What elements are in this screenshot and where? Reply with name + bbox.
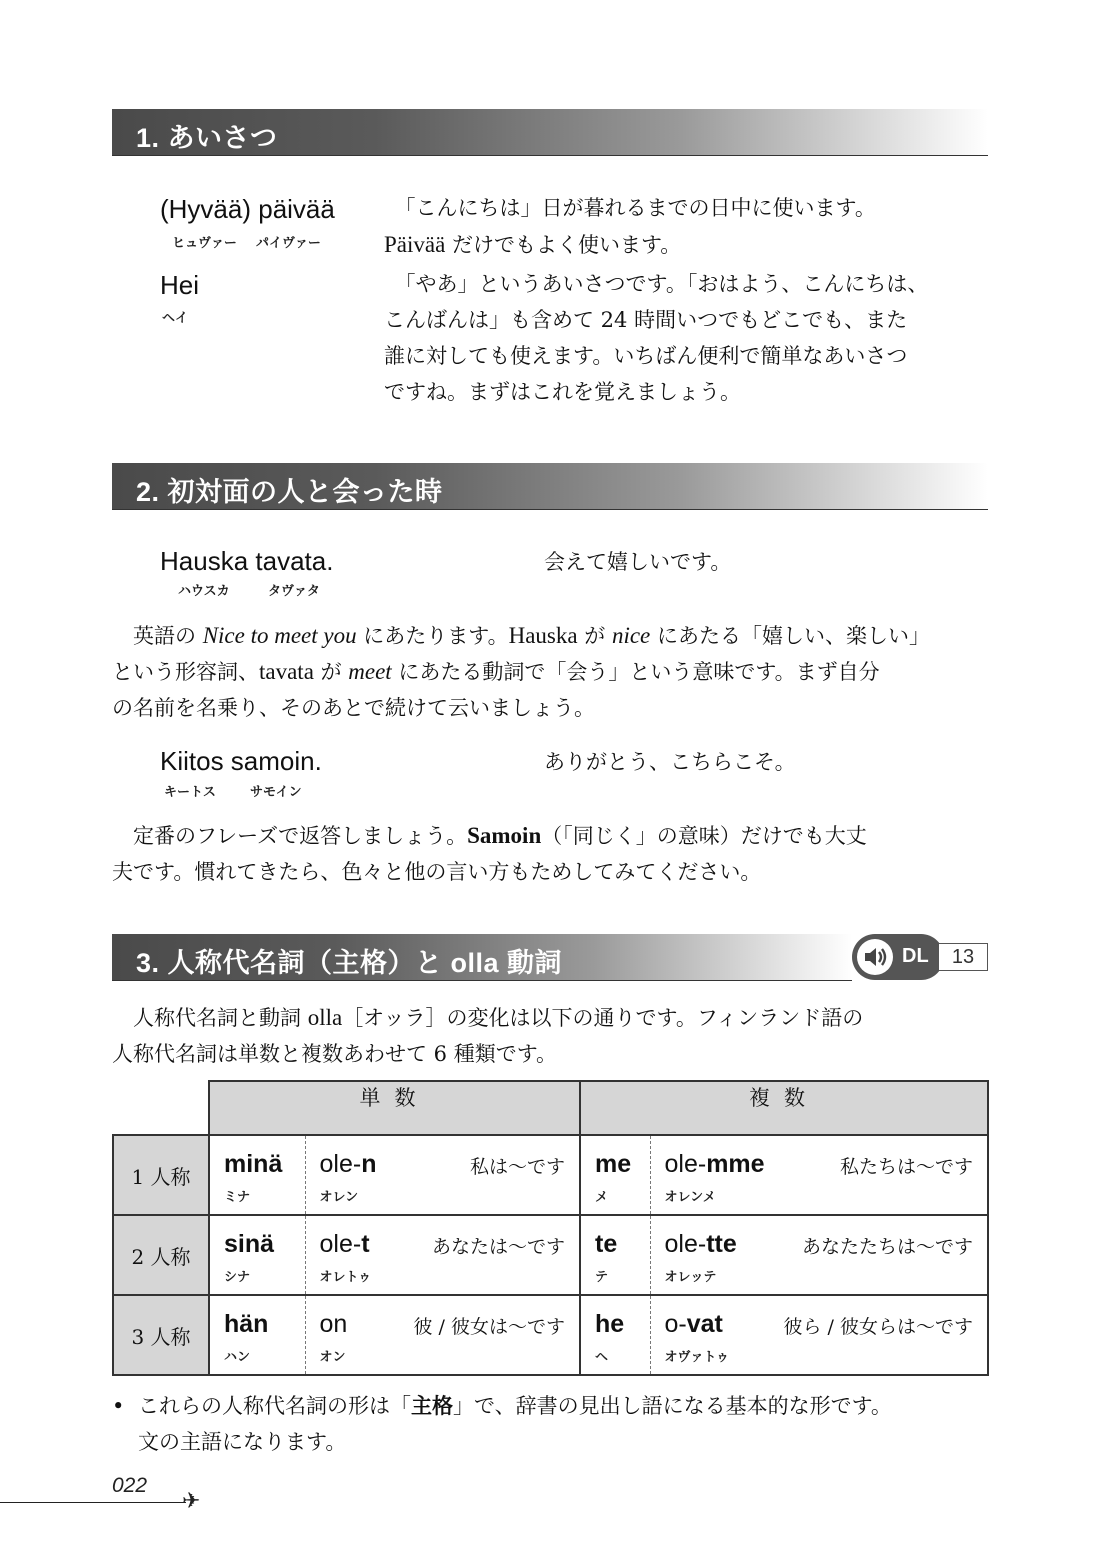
speaker-icon [857, 939, 893, 975]
ruby-paivaa: パイヴァー [256, 235, 321, 250]
note-line-2: 文の主語になります。 [138, 1430, 347, 1454]
pronoun-ruby: シナ [224, 1269, 251, 1284]
dl-label: DL [902, 945, 929, 967]
verb-form: o-vat [664, 1310, 723, 1338]
phrase-kiitos-samoin: Kiitos samoin. [160, 746, 322, 776]
sg-pronoun-cell [209, 1135, 305, 1215]
ruby-hyvaa: ヒュヴァー [172, 235, 237, 250]
pl-pronoun-cell [580, 1295, 650, 1375]
sg-pronoun-cell [209, 1215, 305, 1295]
verb-ruby: オレッテ [664, 1269, 717, 1284]
s1-line-2: Päivää だけでもよく使います。 [384, 232, 682, 257]
phrase-hyvaa-paivaa: (Hyvää) päivää [160, 194, 335, 224]
verb-ruby: オヴァトゥ [664, 1349, 730, 1364]
airplane-icon: ✈ [182, 1489, 201, 1514]
pronoun: sinä [224, 1230, 275, 1258]
table-row [113, 1135, 988, 1215]
s1-line-4: こんばんは」も含めて 24 時間いつでもどこでも、また [384, 308, 908, 332]
s2-para-line-3: の名前を名乗り、そのあとで続けて云いましょう。 [112, 696, 595, 720]
table-row [113, 1295, 988, 1375]
s3-para-line-2: 人称代名詞は単数と複数あわせて 6 種類です。 [112, 1042, 558, 1066]
verb-ruby: オレンメ [664, 1189, 716, 1204]
ruby-hauska: ハウスカ [178, 583, 230, 598]
trans-kiitos-samoin: ありがとう、こちらこそ。 [544, 750, 796, 774]
pronoun: minä [224, 1150, 283, 1178]
verb-form: ole-mme [664, 1150, 765, 1178]
section-header-3 [112, 934, 852, 981]
s1-line-1: 「こんにちは」日が暮れるまでの日中に使います。 [405, 196, 876, 220]
note-line-1: • これらの人称代名詞の形は「主格」で、辞書の見出し語になる基本的な形です。 [112, 1388, 892, 1424]
ruby-hei: ヘイ [162, 310, 189, 325]
person-label: 2 人称 [113, 1215, 209, 1295]
section-title: 3. 人称代名詞（主格）と olla 動詞 [136, 948, 563, 978]
meaning: あなたは～です [431, 1236, 565, 1258]
verb-ruby: オレトゥ [319, 1269, 372, 1284]
pronoun-ruby: メ [595, 1189, 609, 1204]
pl-verb-cell [650, 1295, 988, 1375]
dl-track-number: 13 [938, 943, 988, 971]
page-number: 022 [112, 1474, 148, 1497]
sg-verb-cell [305, 1135, 580, 1215]
s3-para-line-1: 人称代名詞と動詞 olla［オッラ］の変化は以下の通りです。フィンランド語の [133, 1005, 864, 1030]
pronoun-ruby: ヘ [595, 1349, 609, 1364]
meaning: 私は～です [469, 1156, 565, 1178]
section-header-1 [112, 109, 988, 156]
meaning: あなたたちは～です [801, 1236, 973, 1258]
pronoun: me [595, 1150, 632, 1178]
pronoun-ruby: ハン [224, 1349, 251, 1364]
table-corner [113, 1081, 209, 1135]
olla-conjugation-table [112, 1080, 989, 1376]
verb-form: ole-tte [664, 1230, 737, 1258]
verb-form: ole-n [319, 1150, 377, 1178]
trans-hauska-tavata: 会えて嬉しいです。 [544, 550, 732, 574]
person-label: 1 人称 [113, 1135, 209, 1215]
meaning: 私たちは～です [839, 1156, 973, 1178]
verb-ruby: オレン [319, 1189, 359, 1204]
verb-form: ole-t [319, 1230, 370, 1258]
s1-line-3: 「やあ」というあいさつです。「おはよう、こんにちは、 [405, 272, 929, 296]
s2-para-line-1: 英語の Nice to meet you にあたります。Hauska が nice にあたる「嬉しい、楽しい」 [133, 623, 930, 648]
person-label: 3 人称 [113, 1295, 209, 1375]
pronoun: hän [224, 1310, 269, 1338]
s2-para2-line-2: 夫です。慣れてきたら、色々と他の言い方もためしてみてください。 [112, 860, 762, 884]
audio-download-badge[interactable] [852, 934, 988, 980]
sg-verb-cell [305, 1215, 580, 1295]
meaning: 彼ら / 彼女らは～です [783, 1316, 973, 1338]
s1-line-6: ですね。まずはこれを覚えましょう。 [384, 380, 741, 404]
ruby-kiitos: キートス [164, 784, 216, 799]
table-row [113, 1215, 988, 1295]
pl-verb-cell [650, 1215, 988, 1295]
footer-rule [0, 1502, 186, 1503]
header-plural: 複数 [580, 1081, 988, 1135]
section-title: 2. 初対面の人と会った時 [136, 477, 443, 507]
meaning: 彼 / 彼女は～です [413, 1316, 565, 1338]
dl-pill [852, 934, 944, 980]
pronoun-ruby: テ [595, 1269, 609, 1284]
pl-pronoun-cell [580, 1135, 650, 1215]
verb-ruby: オン [319, 1349, 346, 1364]
section-header-2 [112, 463, 988, 510]
table-header-row [113, 1081, 988, 1135]
pl-verb-cell [650, 1135, 988, 1215]
pronoun: te [595, 1230, 618, 1258]
s2-para2-line-1: 定番のフレーズで返答しましょう。Samoin（「同じく」の意味）だけでも大丈 [133, 823, 867, 848]
bullet-mark: • [112, 1394, 125, 1418]
section-title: 1. あいさつ [136, 123, 278, 153]
ruby-samoin: サモイン [250, 784, 302, 799]
s1-line-5: 誰に対しても使えます。いちばん便利で簡単なあいさつ [384, 344, 908, 368]
phrase-hauska-tavata: Hauska tavata. [160, 546, 334, 576]
phrase-hei: Hei [160, 270, 200, 300]
sg-verb-cell [305, 1295, 580, 1375]
verb-form: on [319, 1310, 348, 1338]
pronoun: he [595, 1310, 625, 1338]
ruby-tavata: タヴァタ [268, 583, 320, 598]
s2-para-line-2: という形容詞、tavata が meet にあたる動詞で「会う」という意味です。まず自分 [112, 659, 880, 684]
header-singular: 単数 [209, 1081, 580, 1135]
sg-pronoun-cell [209, 1295, 305, 1375]
pl-pronoun-cell [580, 1215, 650, 1295]
pronoun-ruby: ミナ [224, 1189, 251, 1204]
